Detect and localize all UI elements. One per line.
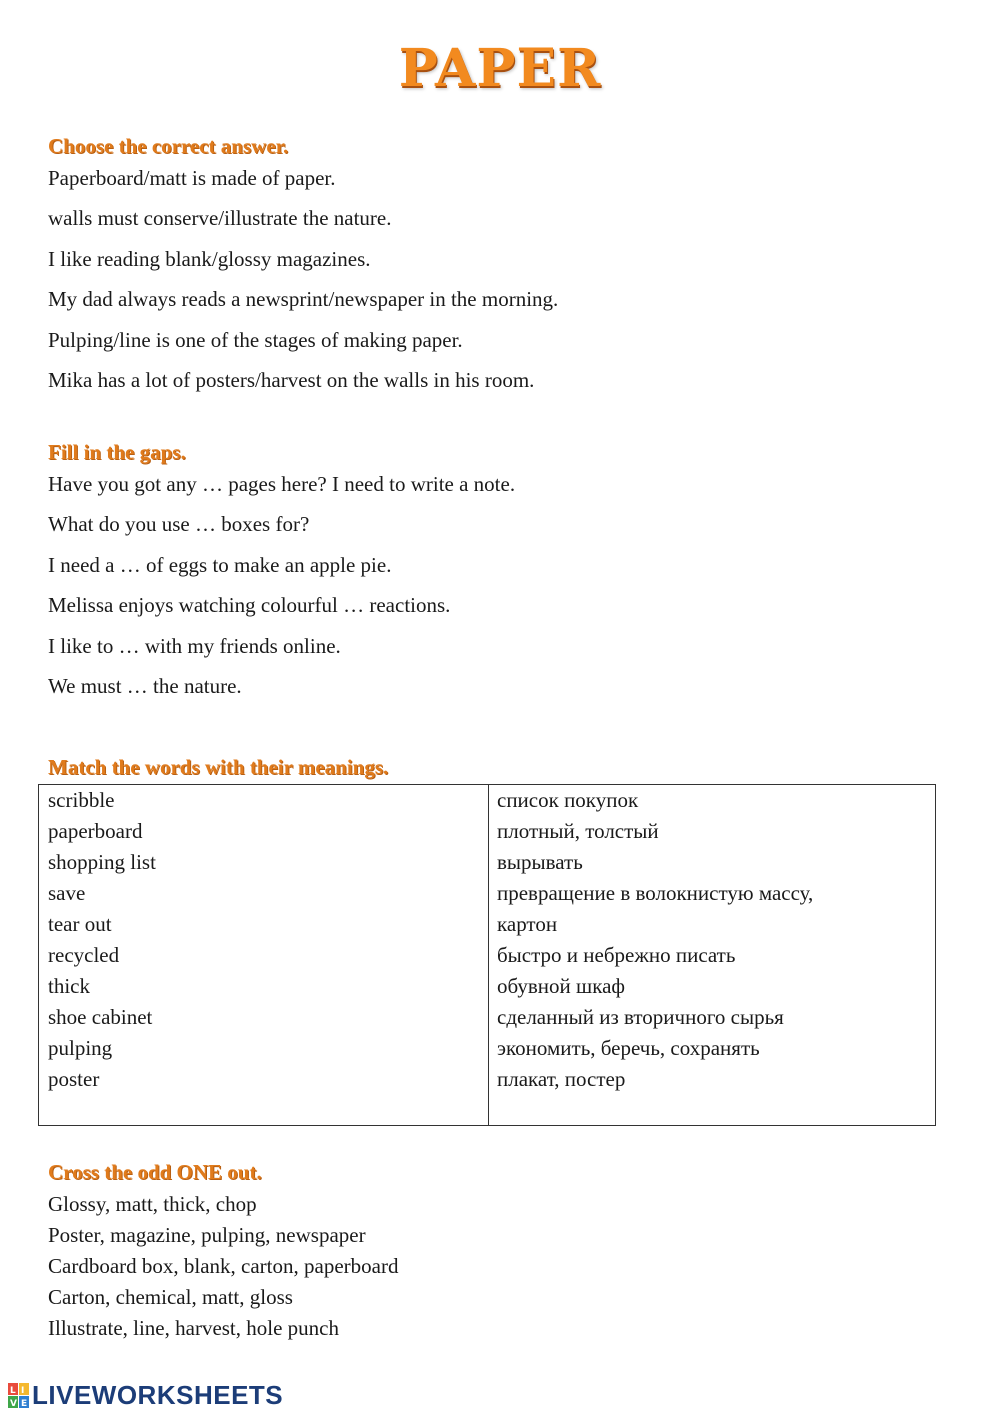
gap-item: I need a … of eggs to make an apple pie.: [48, 553, 392, 577]
meaning-cell: обувной шкаф: [497, 974, 626, 998]
choose-item: Paperboard/matt is made of paper.: [48, 166, 336, 190]
section-heading-odd-one-out: Cross the odd ONE out.: [48, 1160, 262, 1184]
odd-one-item: Illustrate, line, harvest, hole punch: [48, 1316, 339, 1340]
word-cell: save: [48, 881, 86, 905]
section-heading-choose: Choose the correct answer.: [48, 134, 289, 158]
word-cell: poster: [48, 1067, 100, 1091]
match-table: [38, 784, 936, 1126]
section-heading-match: Match the words with their meanings.: [48, 755, 389, 779]
liveworksheets-logo: [8, 1380, 283, 1411]
meaning-cell: плотный, толстый: [497, 819, 659, 843]
words-column: [48, 785, 156, 1095]
word-cell: paperboard: [48, 819, 143, 843]
word-cell: shoe cabinet: [48, 1005, 153, 1029]
gap-item: I like to … with my friends online.: [48, 634, 341, 658]
word-cell: shopping list: [48, 850, 156, 874]
section-heading-fill-gaps: Fill in the gaps.: [48, 440, 186, 464]
word-cell: recycled: [48, 943, 120, 967]
choose-item: Mika has a lot of posters/harvest on the walls in his room.: [48, 368, 535, 392]
word-cell: scribble: [48, 788, 115, 812]
meaning-cell: экономить, беречь, сохранять: [497, 1036, 760, 1060]
gap-item: We must … the nature.: [48, 674, 242, 698]
odd-one-item: Glossy, matt, thick, chop: [48, 1192, 257, 1216]
choose-item: walls must conserve/illustrate the nature.: [48, 206, 392, 230]
page-title: PAPER: [398, 38, 602, 99]
choose-item: Pulping/line is one of the stages of making paper.: [48, 328, 463, 352]
word-cell: pulping: [48, 1036, 113, 1060]
meaning-cell: вырывать: [497, 850, 583, 874]
logo-text: LIVEWORKSHEETS: [32, 1380, 284, 1410]
svg-text:I: I: [21, 1385, 25, 1396]
svg-text:L: L: [10, 1385, 17, 1396]
svg-text:E: E: [21, 1398, 28, 1409]
meanings-column: [497, 785, 813, 1095]
odd-one-item: Carton, chemical, matt, gloss: [48, 1285, 293, 1309]
meaning-cell: плакат, постер: [497, 1067, 626, 1091]
word-cell: thick: [48, 974, 90, 998]
gap-item: What do you use … boxes for?: [48, 512, 310, 536]
odd-one-item: Cardboard box, blank, carton, paperboard: [48, 1254, 399, 1278]
liveworksheets-logo-icon: [8, 1383, 30, 1409]
meaning-cell: сделанный из вторичного сырья: [497, 1005, 784, 1029]
gap-item: Have you got any … pages here? I need to write a note.: [48, 472, 516, 496]
table-divider: [488, 785, 489, 1125]
meaning-cell: картон: [497, 912, 558, 936]
meaning-cell: список покупок: [497, 788, 639, 812]
meaning-cell: быстро и небрежно писать: [497, 943, 736, 967]
meaning-cell: превращение в волокнистую массу,: [497, 881, 814, 905]
word-cell: tear out: [48, 912, 112, 936]
gap-item: Melissa enjoys watching colourful … reactions.: [48, 593, 451, 617]
choose-item: My dad always reads a newsprint/newspaper in the morning.: [48, 287, 559, 311]
odd-one-item: Poster, magazine, pulping, newspaper: [48, 1223, 366, 1247]
svg-text:V: V: [10, 1398, 18, 1409]
choose-item: I like reading blank/glossy magazines.: [48, 247, 371, 271]
